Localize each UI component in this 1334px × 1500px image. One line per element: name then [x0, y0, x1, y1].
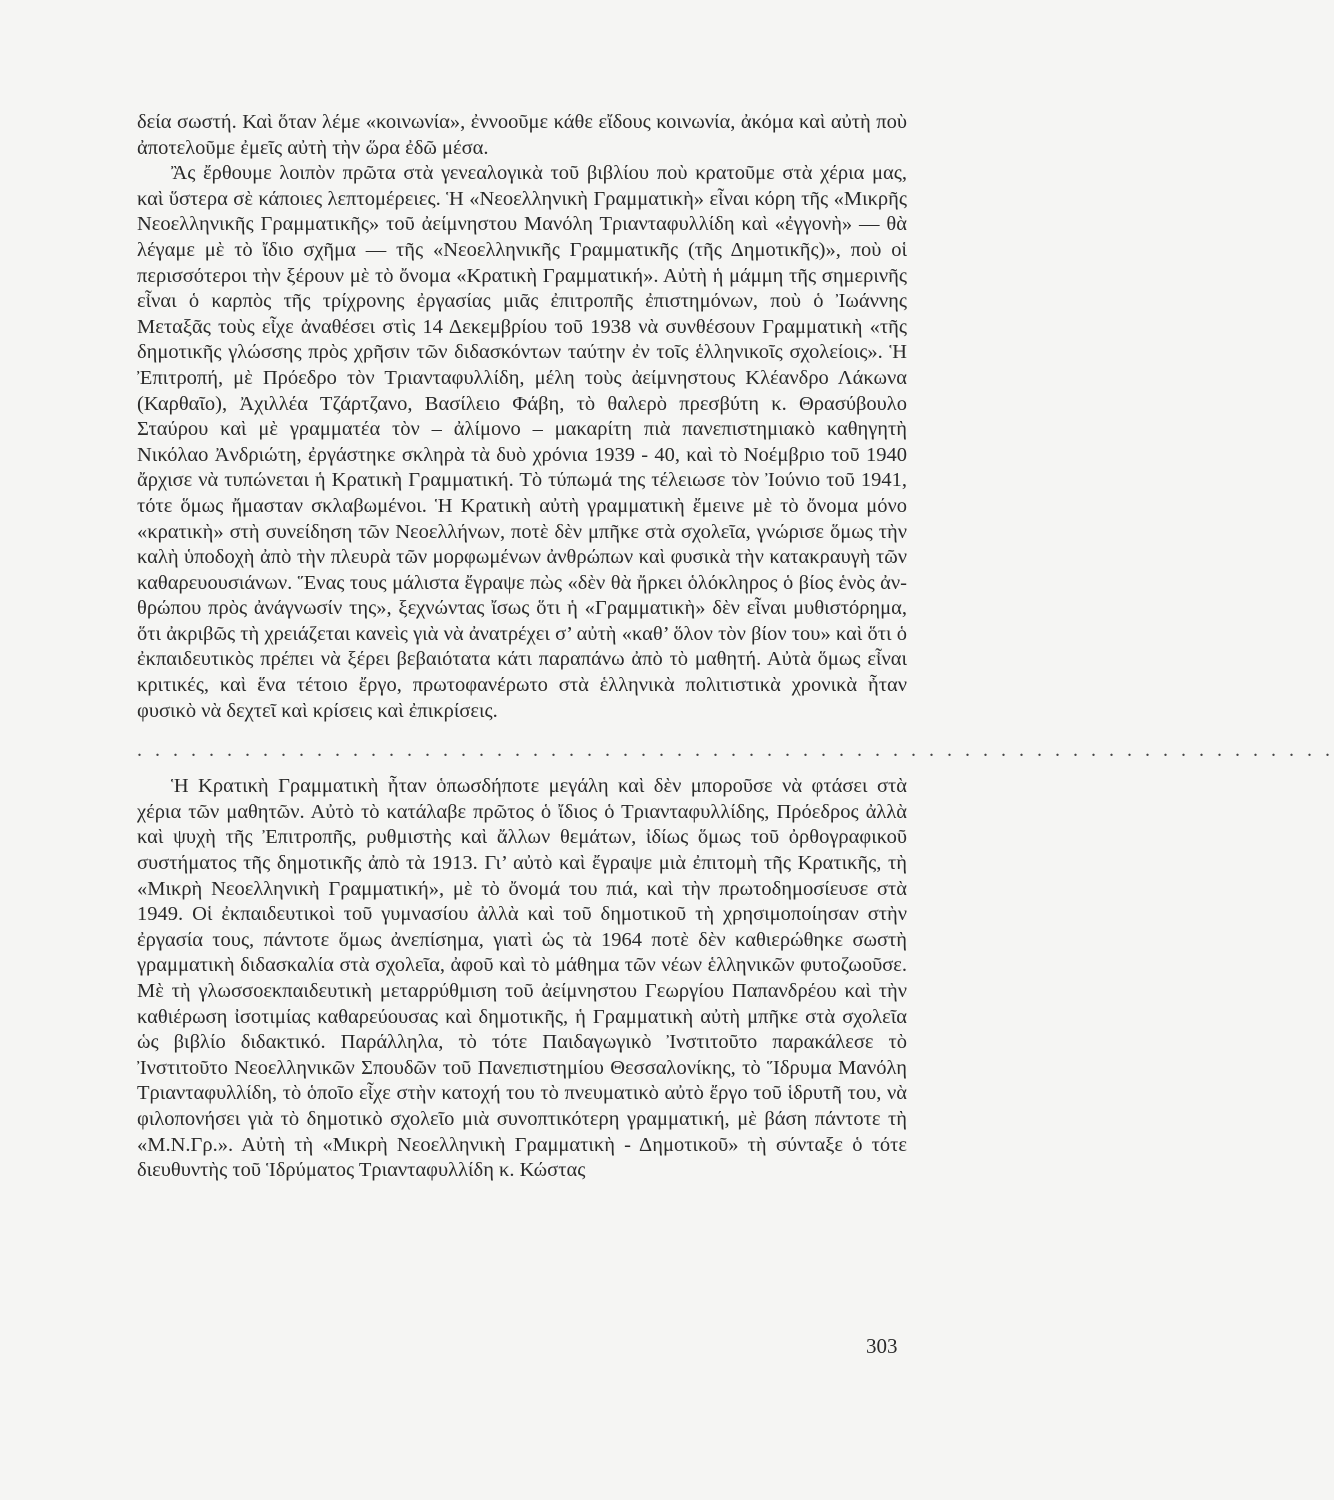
page-text-block [137, 110, 1334, 1184]
paragraph-genealogy: Ἂς ἔρθουμε λοιπὸν πρῶτα στὰ γενεαλογικὰ τοῦ βιβλίου ποὺ κρατοῦμε στὰ χέρια μας, καὶ ὕστερα σὲ κάποιες λεπτομέρειες. Ἡ «Νεοελληνικὴ Γραμματικὴ» εἶναι κόρη τῆς «Μικρῆς Νεοελληνικῆς Γραμματικῆς» τοῦ ἀείμνηστου Μανόλη Τριανταφυλλίδη καὶ «ἐγγονὴ» — θὰ λέγαμε μὲ τὸ ἴδιο σχῆμα — τῆς «Νεοελληνικῆς Γραμματικῆς (τῆς Δημοτικῆς)», ποὺ οἱ περισσότεροι τὴν ξέρουν μὲ τὸ ὄνομα «Κρατικὴ Γραμματική». Αὐτὴ ἡ μάμμη τῆς σημερινῆς εἶναι ὁ καρπὸς τῆς τρίχρονης ἐργασίας μιᾶς ἐπιτροπῆς ἐπιστημόνων, ποὺ ὁ Ἰωάννης Μεταξᾶς τοὺς εἶχε ἀναθέσει στὶς 14 Δεκεμβρίου τοῦ 1938 νὰ συνθέσουν Γραμματικὴ «τῆς δημοτικῆς γλώσσης πρὸς χρῆσιν τῶν διδασκόντων ταύτην ἐν τοῖς ἑλληνικοῖς σχολείοις». Ἡ Ἐπιτροπή, μὲ Πρόεδρο τὸν Τριανταφυλλίδη, μέλη τοὺς ἀείμνηστους Κλέανδρο Λάκωνα (Καρθαῖο), Ἀχιλλέα Τζάρτζανο, Βασίλειο Φάβη, τὸ θαλερὸ πρεσβύτη κ. Θρασύβουλο Σταύρου καὶ μὲ γραμματέα τὸν – ἀλίμονο – μακαρίτη πιὰ πανεπιστημιακὸ καθηγητὴ Νικόλαο Ἀνδριώτη, ἐργάστηκε σκληρὰ τὰ δυὸ χρόνια 1939 - 40, καὶ τὸ Νοέμβριο τοῦ 1940 ἄρχισε νὰ τυπώνεται ἡ Κρατικὴ Γραμματική. Τὸ τύπωμά της τέλειωσε τὸν Ἰούνιο τοῦ 1941, τότε ὅμως ἤμασταν σκλαβωμένοι. Ἡ Κρατικὴ αὐτὴ γραμματικὴ ἔμεινε μὲ τὸ ὄνομα μόνο «κρατικὴ» στὴ συνείδηση τῶν Νεοελλήνων, ποτὲ δὲν μπῆκε στὰ σχολεῖα, γνώρισε ὅμως τὴν καλὴ ὑποδοχὴ ἀπὸ τὴν πλευρὰ τῶν μορφωμένων ἀνθρώπων καὶ φυσικὰ τὴν κατακραυγὴ τῶν καθαρευουσιάνων. Ἕνας τους μάλιστα ἔγραψε πὼς «δὲν θὰ ἤρκει ὁλόκληρος ὁ βίος ἑνὸς ἀνθρώπου πρὸς ἀνάγνωσίν της», ξεχνώντας ἴσως ὅτι ἡ «Γραμματικὴ» δὲν εἶναι μυθιστόρημα, ὅτι ἀκριβῶς τὴ χρειάζεται κανεὶς γιὰ νὰ ἀνατρέχει σ’ αὐτὴ «καθ’ ὅλον τὸν βίον του» καὶ ὅτι ὁ ἐκπαιδευτικὸς πρέπει νὰ ξέρει βεβαιότατα κάτι παραπάνω ἀπὸ τὸ μαθητή. Αὐτὰ ὅμως εἶναι κριτικές, καὶ ἕνα τέτοιο ἔργο, πρωτοφανέρωτο στὰ ἑλληνικὰ πολιτιστικὰ χρονικὰ ἦταν φυσικὸ νὰ δεχτεῖ καὶ κρίσεις καὶ ἐπικρίσεις. [137, 162, 907, 722]
section-separator: . . . . . . . . . . . . . . . . . . . . . . . . . . . . . . . . . . . . . . . . . . . . . . . . . . . . . . . . . . . . . . . . . . . [137, 739, 1334, 762]
page-number: 303 [866, 1334, 898, 1358]
paragraph-state-grammar: Ἡ Κρατικὴ Γραμματικὴ ἦταν ὁπωσδήποτε μεγάλη καὶ δὲν μποροῦσε νὰ φτάσει στὰ χέρια τῶν μαθητῶν. Αὐτὸ τὸ κατάλαβε πρῶτος ὁ ἴδιος ὁ Τριανταφυλλίδης, Πρόεδρος ἀλλὰ καὶ ψυχὴ τῆς Ἐπιτροπῆς, ρυθμιστὴς καὶ ἄλλων θεμάτων, ἰδίως ὅμως τοῦ ὀρθογραφικοῦ συστήματος τῆς δημοτικῆς ἀπὸ τὰ 1913. Γι’ αὐτὸ καὶ ἔγραψε μιὰ ἐπιτομὴ τῆς Κρατικῆς, τὴ «Μικρὴ Νεοελληνικὴ Γραμματική», μὲ τὸ ὄνομά του πιά, καὶ τὴν πρωτοδημοσίευσε στὰ 1949. Οἱ ἐκπαιδευτικοὶ τοῦ γυμνασίου ἀλλὰ καὶ τοῦ δημοτικοῦ τὴ χρησιμοποίησαν στὴν ἐργασία τους, πάντοτε ὅμως ἀνεπίσημα, γιατὶ ὡς τὰ 1964 ποτὲ δὲν καθιερώθηκε σωστὴ γραμματικὴ διδασκαλία στὰ σχολεῖα, ἀφοῦ καὶ τὸ μάθημα τῶν νέων ἑλληνικῶν φυτοζωοῦσε. Μὲ τὴ γλωσσοεκπαιδευτικὴ μεταρρύθμιση τοῦ ἀείμνηστου Γεωργίου Παπανδρέου καὶ τὴν καθιέρωση ἰσοτιμίας καθαρεύουσας καὶ δημοτικῆς, ἡ Γραμματικὴ αὐτὴ μπῆκε στὰ σχολεῖα ὡς βιβλίο διδακτικό. Παράλληλα, τὸ τότε Παιδαγωγικὸ Ἰνστιτοῦτο παρακάλεσε τὸ Ἰνστιτοῦτο Νεοελληνικῶν Σπουδῶν τοῦ Πανεπιστημίου Θεσσαλονίκης, τὸ Ἵδρυμα Μανόλη Τριανταφυλλίδη, τὸ ὁποῖο εἶχε στὴν κατοχή του τὸ πνευματικὸ αὐτὸ ἔργο τοῦ ἱδρυτῆ του, νὰ φιλοπονήσει γιὰ τὸ δημοτικὸ σχολεῖο μιὰ συνοπτικότερη γραμματική, μὲ βάση πάντοτε τὴ «Μ.Ν.Γρ.». Αὐτὴ τὴ «Μικρὴ Νεοελληνικὴ Γραμματικὴ - Δημοτικοῦ» τὴ σύνταξε ὁ τότε διευθυντὴς τοῦ Ἱδρύματος Τριανταφυλλίδη κ. Κώστας [137, 775, 907, 1182]
paragraph-continuation: δεία σωστή. Καὶ ὅταν λέμε «κοινωνία», ἐννοοῦμε κάθε εἴδους κοινωνία, ἀκόμα καὶ αὐτὴ ποὺ ἀποτελοῦμε ἐμεῖς αὐτὴ τὴν ὥρα ἐδῶ μέσα. [137, 111, 907, 159]
